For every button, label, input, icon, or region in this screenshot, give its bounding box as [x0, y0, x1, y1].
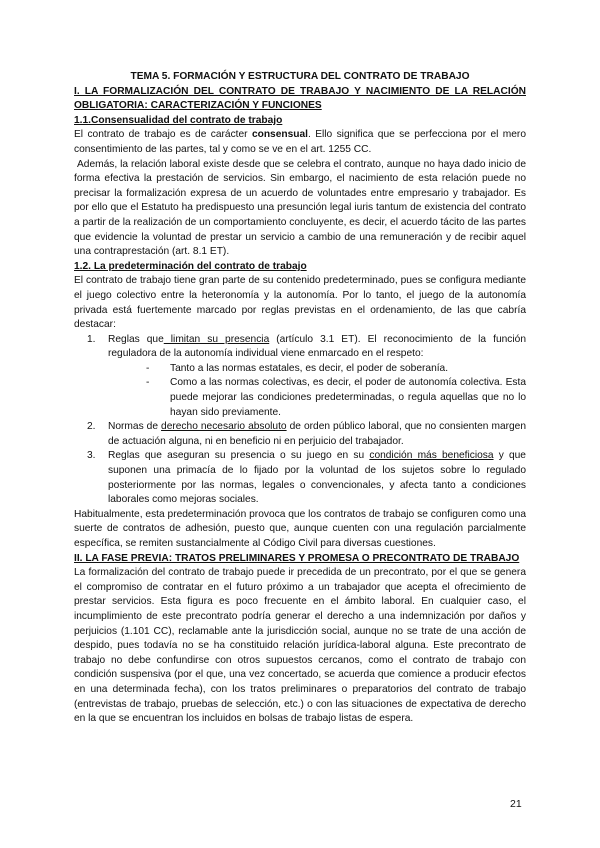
subsection-1-2-heading: 1.2. La predeterminación del contrato de trabajo — [74, 260, 307, 272]
paragraph-precontrato: La formalización del contrato de trabajo puede ir precedida de un precontrato, por el que se genera el compromiso de contratar en el futuro próximo a un trabajador que acepta el ofrecimiento de prestar servicios. Esta figura es poco frecuente en el ámbito laboral. En cualquier caso, el incumplimiento de este precontrato podría generar el derecho a una indemnización por daños y perjuicios (1.101 CC), reclamable ante la jurisdicción social, aunque no se trate de una acción de despido, pues todavía no se ha constituido relación jurídica-laboral alguna. Este precontrato de trabajo no debe confundirse con otros supuestos cercanos, como el contrato de trabajo con condición suspensiva (por el que, una vez concertado, se acuerda que comience a producir efectos en una determinada fecha), con los tratos preliminares o preparatorios del contrato de trabajo (entrevistas de trabajo, pruebas de selección, etc.) o con las situaciones de expectativa de derecho en la que se encuentran los incluidos en bolsas de trabajo listas de espera. — [74, 567, 526, 725]
paragraph-consensual — [74, 128, 526, 157]
rules-list — [74, 333, 526, 508]
paragraph-adhesion: Habitualmente, esta predeterminación provoca que los contratos de trabajo se configuren como una suerte de contratos de adhesión, puesto que, aunque cuenten con una regulación parcialmente específica, se remiten sustancialmente al Código Civil para diversas cuestiones. — [74, 508, 526, 549]
underlined-term: condición más beneficiosa — [369, 450, 494, 462]
list-number: 2. — [87, 421, 96, 433]
section-2-heading: II. LA FASE PREVIA: TRATOS PRELIMINARES Y PROMESA O PRECONTRATO DE TRABAJO — [74, 552, 520, 564]
list-number: 3. — [87, 450, 96, 462]
text-run: y que suponen una primacía de lo fijado por la voluntad de los sujetos sobre lo regulado posteriormente por las normas, legales o convencionales, y afecta tanto a condiciones laborales como mejoras sociales. — [108, 450, 526, 506]
text-run: Normas de — [108, 421, 162, 433]
dash-bullet: - — [146, 377, 150, 389]
text-run: El contrato de trabajo es de carácter — [74, 129, 252, 141]
sub-list-item — [108, 376, 526, 420]
text-run: (artículo 3.1 ET). El reconocimiento de la función reguladora de la autonomía individual viene enmarcado en el respeto: — [108, 333, 526, 360]
paragraph-predeterminacion-intro: El contrato de trabajo tiene gran parte de su contenido predeterminado, pues se configura mediante el juego colectivo entre la heteronomía y la autonomía. Por lo tanto, el juego de la autonomía privada está fuertemente marcado por reglas previstas en el ordenamiento, de las que cabría destacar: — [74, 275, 526, 331]
underlined-term: derecho necesario absoluto — [161, 421, 287, 433]
list-item — [74, 333, 526, 421]
text-run: . Ello significa que se perfecciona por el mero consentimiento de las partes, tal y como se ve en el art. 1255 CC. — [74, 129, 526, 155]
text-run: Como a las normas colectivas, es decir, el poder de autonomía colectiva. Esta puede mejorar las condiciones predeterminadas, o regula aquellas que no lo hayan sido previamente. — [170, 377, 526, 418]
document-title: TEMA 5. FORMACIÓN Y ESTRUCTURA DEL CONTRATO DE TRABAJO — [130, 71, 470, 82]
list-number: 1. — [87, 333, 96, 345]
paragraph-relacion-laboral: Además, la relación laboral existe desde que se celebra el contrato, aunque no haya dado inicio de forma efectiva la prestación de servicios. Sin embargo, el nacimiento de esta relación puede no precisar la formalización expresa de un acuerdo de voluntades entre empresario y trabajador. Es por ello que el Estatuto ha predispuesto una presunción legal iuris tantum de existencia del contrato a partir de la realización de un comportamiento concluyente, es decir, el acuerdo tácito de las partes que evidencie la voluntad de prestar un servicio a cambio de una remuneración y de recibir aquel una contraprestación (art. 8.1 ET). — [74, 158, 526, 258]
section-1-heading: I. LA FORMALIZACIÓN DEL CONTRATO DE TRABAJO Y NACIMIENTO DE LA RELACIÓN OBLIGATORIA: CARACTERIZACIÓN Y FUNCIONES — [74, 85, 526, 112]
subsection-1-1-heading: 1.1.Consensualidad del contrato de trabajo — [74, 114, 283, 126]
page-number: 21 — [510, 798, 522, 810]
text-run: Tanto a las normas estatales, es decir, el poder de soberanía. — [170, 362, 449, 374]
list-item — [74, 449, 526, 507]
sub-list-item — [108, 362, 526, 377]
underlined-term: limitan su presencia — [163, 333, 270, 345]
bold-term: consensual — [251, 129, 308, 141]
list-item — [74, 420, 526, 449]
text-run: Reglas que — [108, 333, 164, 345]
text-run: de orden público laboral, que no consienten margen de actuación alguna, ni en beneficio ni en perjuicio del trabajador. — [108, 421, 527, 447]
document-page — [74, 70, 526, 727]
sub-list — [108, 362, 526, 420]
dash-bullet: - — [146, 362, 150, 374]
text-run: Reglas que aseguran su presencia o su juego en su — [108, 450, 370, 462]
